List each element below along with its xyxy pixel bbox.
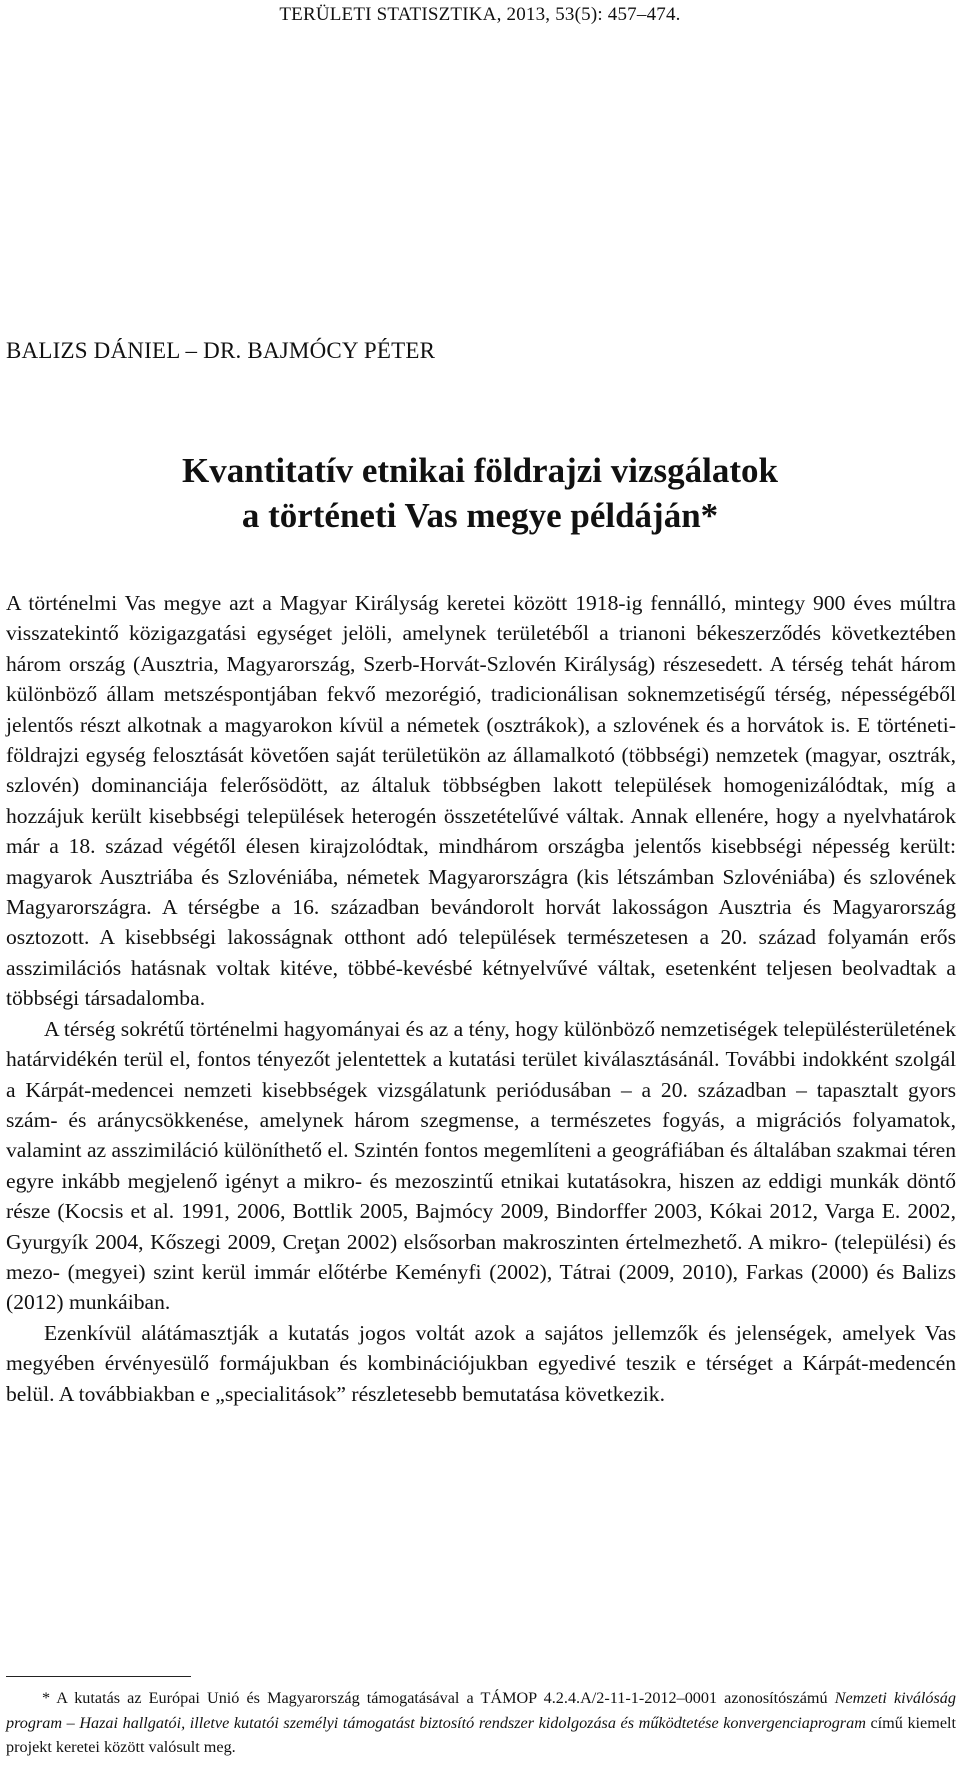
footnote-tail: című kiemelt projekt keretei között valósult meg. [6,1713,956,1756]
article-title [0,448,960,538]
body-paragraph-1: A történelmi Vas megye azt a Magyar Királyság keretei között 1918-ig fennálló, mintegy 900 éves múltra visszatekintő közigazgatási egységet jelöli, amelynek területéből a trianoni békeszerződés következtében három ország (Ausztria, Magyarország, Szerb-Horvát-Szlovén Királyság) részesedett. A térség tehát három különböző állam metszéspontjában fekvő mezorégió, tradicionálisan soknemzetiségű térség, népességéből jelentős részt alkotnak a magyarokon kívül a németek (osztrákok), a szlovének és a horvátok is. E történeti-földrajzi egység felosztását követően saját területükön az államalkotó (többségi) nemzetek (magyar, osztrák, szlovén) dominanciája felerősödött, az általuk többségben lakott települések homogenizálódtak, míg a hozzájuk került kisebbségi települések heterogén összetételűvé váltak. Annak ellenére, hogy a nyelvhatárok már a 18. század végétől élesen kirajzolódtak, mindhárom országba jelentős kisebbségi népesség került: magyarok Ausztriába és Szlovéniába, németek Magyarországra (kis létszámban Szlovéniába) és szlovének Magyarországra. A térségbe a 16. században bevándorolt horvát lakosságon Ausztria és Magyarország osztozott. A kisebbségi lakosságnak otthont adó települések természetesen a 20. század folyamán erős asszimilációs hatásnak voltak kitéve, többé-kevésbé kétnyelvűvé váltak, esetenként teljesen beolvadtak a többségi társadalomba. [6,591,956,1011]
body-paragraph-3: Ezenkívül alátámasztják a kutatás jogos voltát azok a sajátos jellemzők és jelenségek, amelyek Vas megyében érvényesülő formájukban és kombinációjukban egyedivé teszik e térséget a Kárpát-medencén belül. A továbbiakban e „specialitások” részletesebb bemutatása következik. [6,1320,956,1406]
author-line: BALIZS DÁNIEL – DR. BAJMÓCY PÉTER [6,338,436,363]
footnote [6,1686,956,1760]
footnote-divider [6,1676,191,1677]
title-line-2: a történeti Vas megye példáján* [241,496,719,535]
body-paragraph-2: A térség sokrétű történelmi hagyományai és az a tény, hogy különböző nemzetiségek településterületének határvidékén terül el, fontos tényezőt jelentettek a kutatási terület kiválasztásánál. További indokként szolgál a Kárpát-medencei nemzeti kisebbségek vizsgálatunk periódusában – a 20. században – tapasztalt gyors szám- és aránycsökkenése, amelynek három szegmense, a természetes fogyás, a migrációs folyamatok, valamint az asszimiláció különíthető el. Szintén fontos megemlíteni a geográfiában és általában szakmai téren egyre inkább megjelenő igényt a mikro- és mezoszintű etnikai kutatásokra, hiszen az eddigi munkák döntő része (Kocsis et al. 1991, 2006, Bottlik 2005, Bajmócy 2009, Bindorffer 2003, Kókai 2012, Varga E. 2002, Gyurgyík 2004, Kőszegi 2009, Creţan 2002) elsősorban makroszinten értelmezhető. A mikro- (települési) és mezo- (megyei) szint kerül immár előtérbe Keményfi (2002), Tátrai (2009, 2010), Farkas (2000) és Balizs (2012) munkáiban. [6,1016,956,1315]
running-header: TERÜLETI STATISZTIKA, 2013, 53(5): 457–474. [279,4,681,25]
article-body [6,588,956,1409]
footnote-program-name: Nemzeti kiválóság program – Hazai hallgatói, illetve kutatói személyi támogatást biztosító rendszer kidolgozása és működtetése konvergenciaprogram [6,1689,956,1732]
footnote-lead: * A kutatás az Európai Unió és Magyarország támogatásával a TÁMOP 4.2.4.A/2-11-1-2012‒0001 azonosítószámú [42,1689,835,1707]
title-line-1: Kvantitatív etnikai földrajzi vizsgálatok [182,451,778,490]
